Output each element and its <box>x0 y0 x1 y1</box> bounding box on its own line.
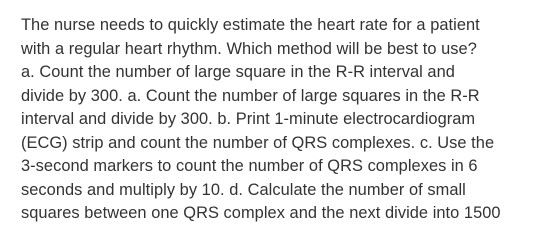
question-text: The nurse needs to quickly estimate the heart rate for a patient with a regular heart rhythm. Which method will be best to use? a. Count the number of large square in the R-R interval and divide by 300. a. Count the number of large squares in the R-R interval and divide by 300. b. Print 1-minute electrocardiogram (ECG) strip and count the number of QRS complexes. c. Use the 3-second markers to count the number of QRS complexes in 6 seconds and multiply by 10. d. Calculate the number of small squares between one QRS complex and the next divide into 1500 <box>21 16 501 222</box>
